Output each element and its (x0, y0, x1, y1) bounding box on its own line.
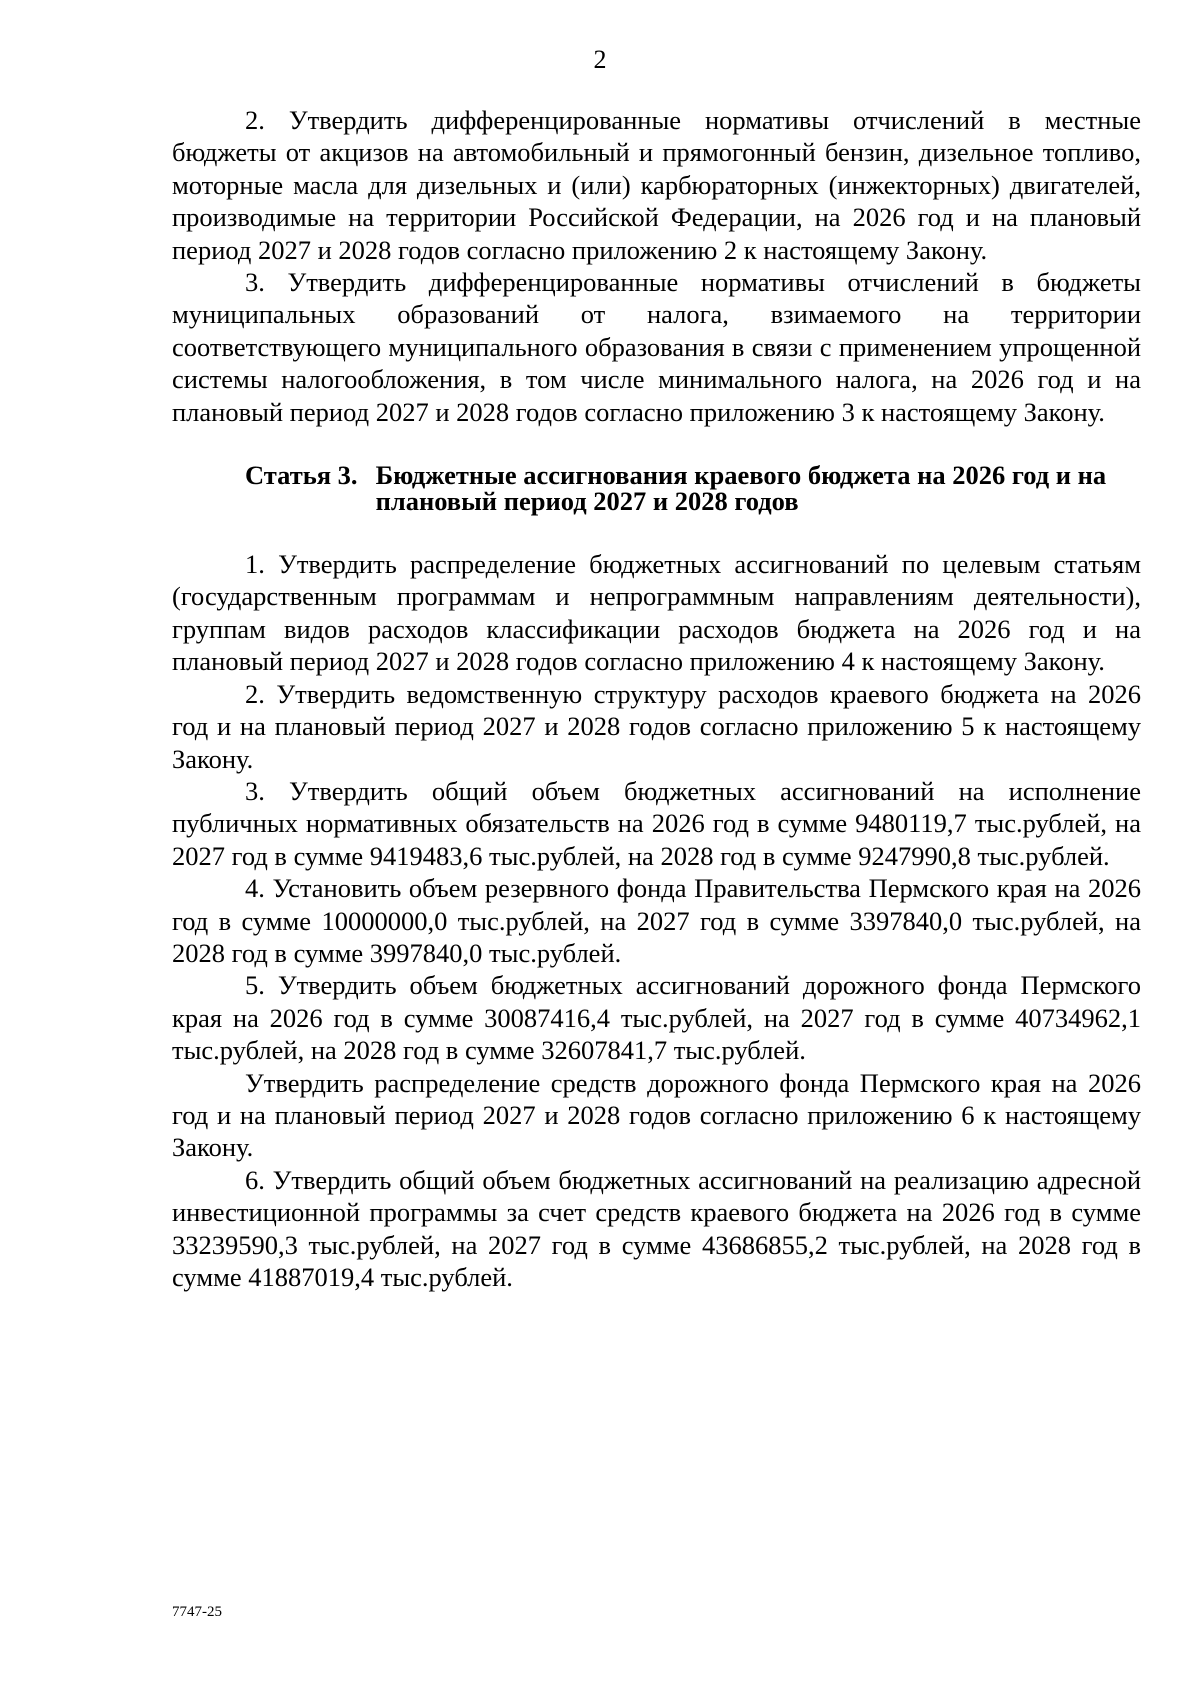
paragraph-article3-item5-continued: Утвердить распределение средств дорожного фонда Пермского края на 2026 год и на плановый период 2027 и 2028 годов согласно приложению 6 к настоящему Закону. (172, 1067, 1141, 1163)
paragraph-article2-item2: 2. Утвердить дифференцированные нормативы отчислений в местные бюджеты от акцизов на автомобильный и прямогонный бензин, дизельное топливо, моторные масла для дизельных и (или) карбюраторных (инжекторных) двигателей, производимые на территории Российской Федерации, на 2026 год и на плановый период 2027 и 2028 годов согласно приложению 2 к настоящему Закону. (172, 105, 1141, 265)
article-heading (172, 460, 1141, 517)
paragraph-article3-item3: 3. Утвердить общий объем бюджетных ассигнований на исполнение публичных нормативных обязательств на 2026 год в сумме 9480119,7 тыс.рублей, на 2027 год в сумме 9419483,6 тыс.рублей, на 2028 год в сумме 9247990,8 тыс.рублей. (172, 775, 1141, 871)
document-code: 7747-25 (172, 1604, 222, 1620)
paragraph-article2-item3: 3. Утвердить дифференцированные нормативы отчислений в бюджеты муниципальных образований от налога, взимаемого на территории соответствующего муниципального образования в связи с применением упрощенной системы налогообложения, в том числе минимального налога, на 2026 год и на плановый период 2027 и 2028 годов согласно приложению 3 к настоящему Закону. (172, 267, 1141, 427)
article-label: Статья 3. (245, 460, 358, 491)
paragraph-article3-item5: 5. Утвердить объем бюджетных ассигнований дорожного фонда Пермского края на 2026 год в сумме 30087416,4 тыс.рублей, на 2027 год в сумме 40734962,1 тыс.рублей, на 2028 год в сумме 32607841,7 тыс.рублей. (172, 970, 1141, 1066)
document-body (172, 104, 1141, 1293)
paragraph-article3-item2: 2. Утвердить ведомственную структуру расходов краевого бюджета на 2026 год и на плановый период 2027 и 2028 годов согласно приложению 5 к настоящему Закону. (172, 678, 1141, 774)
article-title: Бюджетные ассигнования краевого бюджета на 2026 год и на плановый период 2027 и 2028 годов (375, 460, 1107, 517)
paragraph-article3-item1: 1. Утвердить распределение бюджетных ассигнований по целевым статьям (государственным программам и непрограммным направлениям деятельности), группам видов расходов классификации расходов бюджета на 2026 год и на плановый период 2027 и 2028 годов согласно приложению 4 к настоящему Закону. (172, 549, 1141, 677)
paragraph-article3-item4: 4. Установить объем резервного фонда Правительства Пермского края на 2026 год в сумме 10000000,0 тыс.рублей, на 2027 год в сумме 3397840,0 тыс.рублей, на 2028 год в сумме 3997840,0 тыс.рублей. (172, 873, 1141, 968)
paragraph-article3-item6: 6. Утвердить общий объем бюджетных ассигнований на реализацию адресной инвестиционной программы за счет средств краевого бюджета на 2026 год в сумме 33239590,3 тыс.рублей, на 2027 год в сумме 43686855,2 тыс.рублей, на 2028 год в сумме 41887019,4 тыс.рублей. (172, 1164, 1141, 1292)
page-number: 2 (593, 45, 607, 74)
